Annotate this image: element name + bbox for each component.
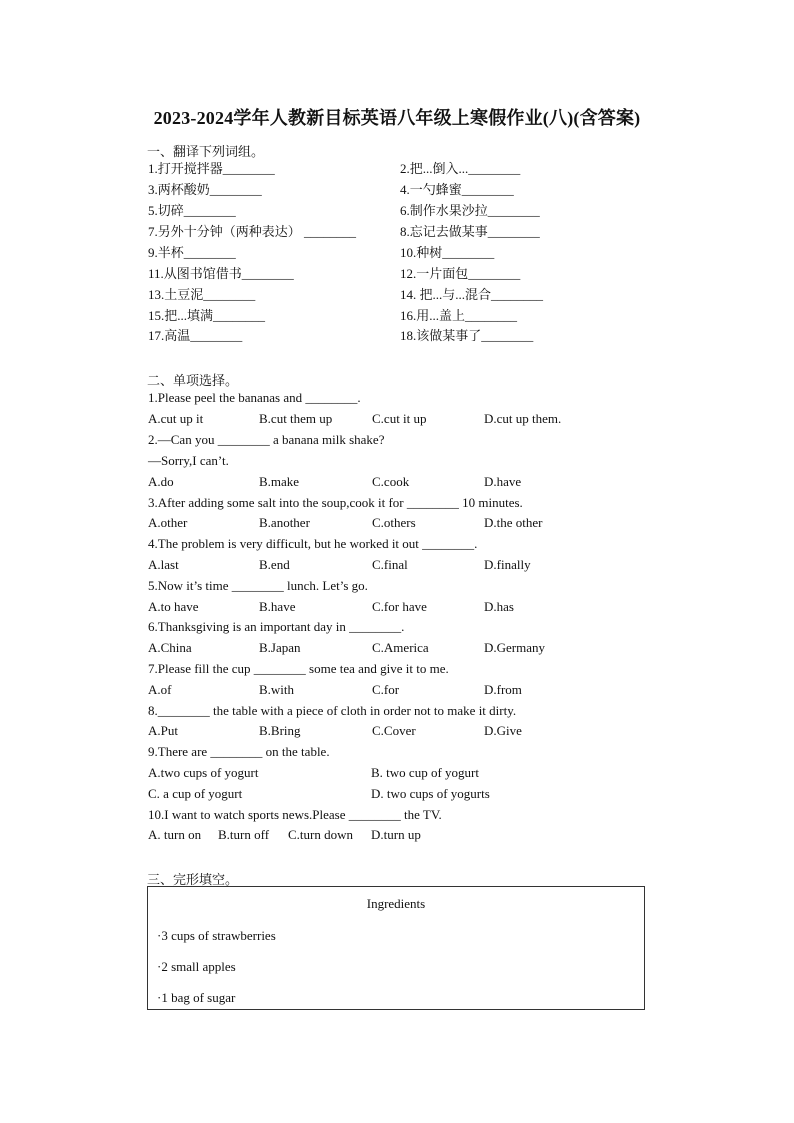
- option-c: C.America: [372, 640, 429, 655]
- option-d: D.Give: [484, 723, 522, 738]
- phrase-item: 14. 把...与...混合________: [400, 287, 544, 302]
- option-a: A.two cups of yogurt: [148, 765, 259, 780]
- phrase-item: 10.种树________: [400, 245, 495, 260]
- question-stem: 6.Thanksgiving is an important day in ________.: [148, 619, 405, 634]
- phrase-item: 18.该做某事了________: [400, 328, 534, 343]
- option-a: A.to have: [148, 599, 199, 614]
- option-d: D.turn up: [371, 827, 421, 842]
- option-b: B. two cup of yogurt: [371, 765, 479, 780]
- section3-heading: 三、完形填空。: [147, 872, 239, 887]
- option-b: B.turn off: [218, 827, 270, 842]
- question-stem: 2.—Can you ________ a banana milk shake?: [148, 432, 385, 447]
- phrase-item: 1.打开搅拌器________: [148, 161, 275, 176]
- option-c: C.cut it up: [372, 411, 427, 426]
- question-stem: 10.I want to watch sports news.Please ________ the TV.: [148, 807, 442, 822]
- option-c: C.for: [372, 682, 400, 697]
- question-stem: 9.There are ________ on the table.: [148, 744, 330, 759]
- option-a: A.other: [148, 515, 188, 530]
- option-b: B.end: [259, 557, 290, 572]
- option-a: A.last: [148, 557, 179, 572]
- option-c: C. a cup of yogurt: [148, 786, 243, 801]
- option-a: A.Put: [148, 723, 178, 738]
- phrase-item: 3.两杯酸奶________: [148, 182, 262, 197]
- option-d: D.finally: [484, 557, 531, 572]
- phrase-item: 13.土豆泥________: [148, 287, 256, 302]
- option-b: B.make: [259, 474, 300, 489]
- phrase-item: 11.从图书馆借书________: [148, 266, 294, 281]
- phrase-item: 7.另外十分钟（两种表达） ________: [148, 224, 357, 239]
- option-d: D.have: [484, 474, 522, 489]
- option-c: C.for have: [372, 599, 427, 614]
- question-stem: 5.Now it’s time ________ lunch. Let’s go.: [148, 578, 368, 593]
- question-stem: 8.________ the table with a piece of cloth in order not to make it dirty.: [148, 703, 517, 718]
- option-a: A. turn on: [148, 827, 202, 842]
- option-b: B.Bring: [259, 723, 301, 738]
- phrase-item: 9.半杯________: [148, 245, 236, 260]
- option-b: B.another: [259, 515, 310, 530]
- phrase-item: 16.用...盖上________: [400, 308, 518, 323]
- phrase-item: 17.高温________: [148, 328, 243, 343]
- option-d: D.has: [484, 599, 514, 614]
- section2-heading: 二、单项选择。: [147, 373, 239, 388]
- phrase-item: 12.一片面包________: [400, 266, 521, 281]
- option-a: A.China: [148, 640, 192, 655]
- option-b: B.cut them up: [259, 411, 333, 426]
- option-d: D.the other: [484, 515, 543, 530]
- question-stem: 1.Please peel the bananas and ________.: [148, 390, 361, 405]
- option-c: C.final: [372, 557, 408, 572]
- ingredient-item: ·1 bag of sugar: [157, 990, 236, 1005]
- option-c: C.turn down: [288, 827, 353, 842]
- question-stem: 3.After adding some salt into the soup,cook it for ________ 10 minutes.: [148, 495, 523, 510]
- option-d: D.Germany: [484, 640, 546, 655]
- question-stem: 7.Please fill the cup ________ some tea and give it to me.: [148, 661, 449, 676]
- option-d: D.cut up them.: [484, 411, 562, 426]
- phrase-item: 6.制作水果沙拉________: [400, 203, 540, 218]
- phrase-item: 15.把...填满________: [148, 308, 266, 323]
- option-a: A.of: [148, 682, 172, 697]
- ingredient-item: ·3 cups of strawberries: [157, 928, 276, 943]
- option-a: A.do: [148, 474, 174, 489]
- phrase-item: 5.切碎________: [148, 203, 236, 218]
- option-d: D.from: [484, 682, 522, 697]
- ingredients-title: Ingredients: [366, 896, 426, 911]
- section1-heading: 一、翻译下列词组。: [147, 144, 265, 159]
- option-b: B.with: [259, 682, 295, 697]
- option-a: A.cut up it: [148, 411, 204, 426]
- ingredient-item: ·2 small apples: [157, 959, 236, 974]
- ingredients-box: [147, 886, 645, 1010]
- option-d: D. two cups of yogurts: [371, 786, 490, 801]
- phrase-item: 8.忘记去做某事________: [400, 224, 540, 239]
- option-c: C.Cover: [372, 723, 416, 738]
- option-c: C.others: [372, 515, 416, 530]
- option-c: C.cook: [372, 474, 410, 489]
- phrase-item: 4.一勺蜂蜜________: [400, 182, 514, 197]
- option-b: B.Japan: [259, 640, 301, 655]
- question-stem-reply: —Sorry,I can’t.: [148, 453, 229, 468]
- phrase-item: 2.把...倒入...________: [400, 161, 521, 176]
- option-b: B.have: [259, 599, 296, 614]
- question-stem: 4.The problem is very difficult, but he worked it out ________.: [148, 536, 478, 551]
- page-title: 2023-2024学年人教新目标英语八年级上寒假作业(八)(含答案): [153, 108, 641, 128]
